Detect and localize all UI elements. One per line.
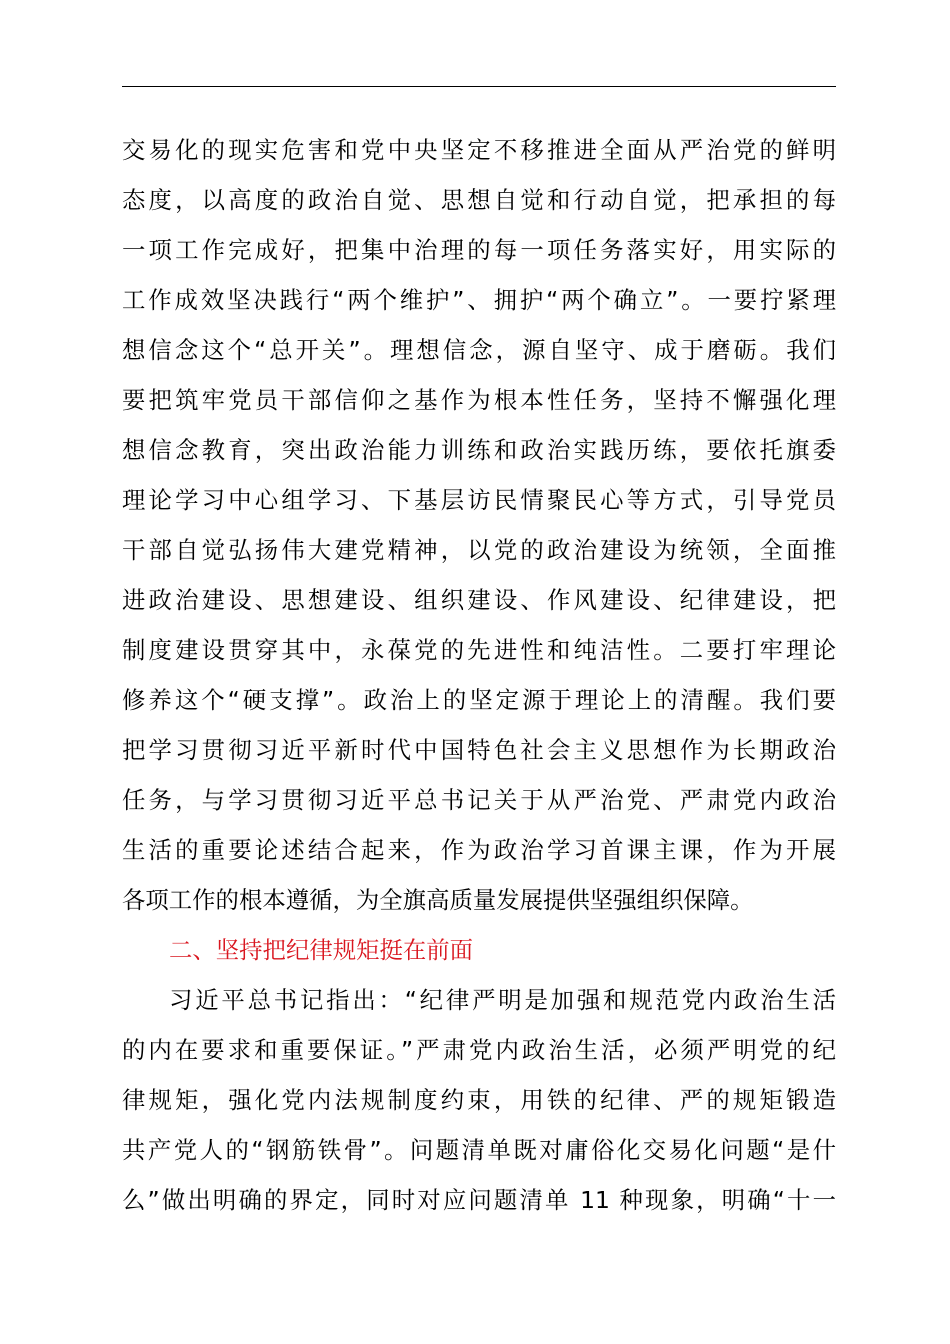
paragraph-line-1: 交易化的现实危害和党中央坚定不移推进全面从严治党的鲜明 — [122, 136, 836, 164]
section-heading: 二、坚持把纪律规矩挺在前面 — [169, 936, 474, 964]
paragraph-line-5: 想信念这个“总开关”。理想信念，源自坚守、成于磨砺。我们 — [122, 336, 836, 364]
paragraph-line-16: 各项工作的根本遵循，为全旗高质量发展提供坚强组织保障。 — [122, 886, 754, 914]
paragraph-line-9: 干部自觉弘扬伟大建党精神，以党的政治建设为统领，全面推 — [122, 536, 836, 564]
paragraph-line-21: 共产党人的“钢筋铁骨”。问题清单既对庸俗化交易化问题“是什 — [122, 1136, 836, 1164]
paragraph-line-2: 态度，以高度的政治自觉、思想自觉和行动自觉，把承担的每 — [122, 186, 836, 214]
paragraph-line-18: 习近平总书记指出：“纪律严明是加强和规范党内政治生活 — [169, 986, 836, 1014]
paragraph-line-19: 的内在要求和重要保证。”严肃党内政治生活，必须严明党的纪 — [122, 1036, 836, 1064]
paragraph-line-22: 么”做出明确的界定，同时对应问题清单 11 种现象，明确“十一 — [122, 1186, 836, 1214]
paragraph-line-8: 理论学习中心组学习、下基层访民情聚民心等方式，引导党员 — [122, 486, 836, 514]
paragraph-line-15: 生活的重要论述结合起来，作为政治学习首课主课，作为开展 — [122, 836, 836, 864]
paragraph-line-14: 任务，与学习贯彻习近平总书记关于从严治党、严肃党内政治 — [122, 786, 836, 814]
paragraph-line-11: 制度建设贯穿其中，永葆党的先进性和纯洁性。二要打牢理论 — [122, 636, 836, 664]
paragraph-line-20: 律规矩，强化党内法规制度约束，用铁的纪律、严的规矩锻造 — [122, 1086, 836, 1114]
paragraph-line-12: 修养这个“硬支撑”。政治上的坚定源于理论上的清醒。我们要 — [122, 686, 836, 714]
paragraph-line-4: 工作成效坚决践行“两个维护”、拥护“两个确立”。一要拧紧理 — [122, 286, 836, 314]
paragraph-line-10: 进政治建设、思想建设、组织建设、作风建设、纪律建设，把 — [122, 586, 836, 614]
header-rule — [122, 86, 836, 87]
paragraph-line-6: 要把筑牢党员干部信仰之基作为根本性任务，坚持不懈强化理 — [122, 386, 836, 414]
paragraph-line-7: 想信念教育，突出政治能力训练和政治实践历练，要依托旗委 — [122, 436, 836, 464]
paragraph-line-3: 一项工作完成好，把集中治理的每一项任务落实好，用实际的 — [122, 236, 836, 264]
paragraph-line-13: 把学习贯彻习近平新时代中国特色社会主义思想作为长期政治 — [122, 736, 836, 764]
body-text — [122, 125, 836, 1225]
